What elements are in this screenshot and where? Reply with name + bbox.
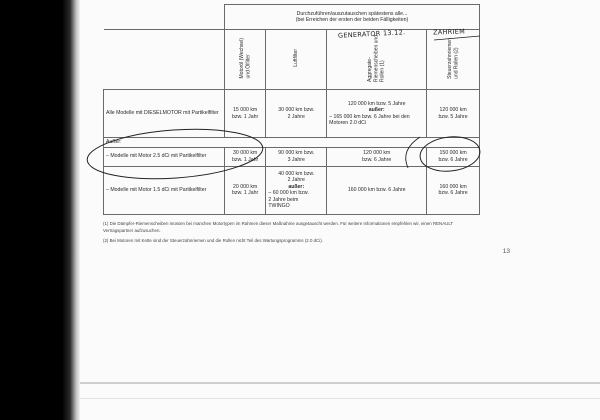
row-label-all-models: Alle Modelle mit DIESELMOTOR mit Partikelfilter [104,90,225,138]
column-header-timing-text: Steuerzahnriemen und Rollen (2) [446,37,460,79]
column-header-oil-text: Motoröl (Wechsel) und Ölfilter [238,38,252,79]
cell-oil-all: 15 000 km bzw. 1 Jahr [224,90,265,138]
footnote-1: (1) Die Dämpfer-Riemenscheiben müssen bei manchen Motortypen im Rahmen dieser Maßnahme ausgetauscht werden. Für weitere Informationen empfehlen wir, einen RENAULT Vertragspartner aufzusuchen. [103,221,454,233]
cell-pulleys-25: 120 000 km bzw. 6 Jahre [327,147,427,166]
dash-bullet: – [106,153,109,160]
row-label-motor-15 [104,166,225,214]
header-blank-cell [104,5,225,30]
table-header-group-row [104,5,480,30]
cell-pulleys-15: 160 000 km bzw. 6 Jahre [327,166,427,214]
footnote-2: (2) Bei Motoren mit Kette sind der Steuerzahnriemen und die Rollen nicht Teil des Wartungsprogramms (2.0 dCi). [103,238,323,244]
page-edge-line-lower [80,398,600,399]
column-header-timing [427,30,480,90]
cell-air-all: 30 000 km bzw. 2 Jahre [266,90,327,138]
cell-pulleys-all-except-label: außer: [368,107,385,113]
scan-dark-edge [0,0,80,420]
handwriting-timing-note: ZAHRIEM [432,27,466,37]
footnotes [103,221,483,249]
dash-bullet: – [106,186,109,193]
cell-air-15-except-text: 60 000 km bzw. 2 Jahre beim TWINGO [268,190,309,209]
table-header-columns-row [104,30,480,90]
cell-oil-15: 20 000 km bzw. 1 Jahr [224,166,265,214]
table-row-motor-15 [104,166,480,214]
row-label-motor-25 [104,147,225,166]
cell-air-25: 90 000 km bzw. 3 Jahre [266,147,327,166]
table-row-all-models [104,90,480,138]
cell-pulleys-all-except-item [329,114,424,127]
motor-25-label-text: Modelle mit Motor 2.5 dCi mit Partikelfilter [110,153,207,160]
cell-oil-25: 30 000 km bzw. 1 Jahr [224,147,265,166]
column-header-oil [224,30,265,90]
column-header-air-text: Luftfilter [293,49,300,68]
table-row-motor-25 [104,147,480,166]
page-number: 13 [502,248,510,255]
motor-25-label-item [106,153,222,160]
cell-timing-15: 160 000 km bzw. 6 Jahre [427,166,480,214]
cell-pulleys-all-main: 120 000 km bzw. 5 Jahre [347,100,406,107]
handwriting-generator: GENERATOR 13.12. [337,28,406,40]
cell-pulleys-all-except-text: 165 000 km bzw. 6 Jahre bei den Motoren 2.0 dCi [329,113,410,126]
page-edge-line [80,382,600,384]
motor-15-label-text: Modelle mit Motor 1.5 dCi mit Partikelfilter [110,186,207,193]
cell-timing-25: 150 000 km bzw. 6 Jahre [427,147,480,166]
header-blank-cell-2 [104,30,225,90]
cell-air-15-except-item [268,190,324,210]
dash-bullet: – [268,190,272,196]
header-group-cell: Durchzuführen/auszutauschen spätestens alle... (bei Erreichen der ersten der beiden Fälligkeiten) [224,5,479,30]
column-header-air [266,30,327,90]
table-row-ausser [104,138,480,148]
cell-air-15-except-label: außer: [288,183,305,190]
cell-timing-all: 120 000 km bzw. 5 Jahre [427,90,480,138]
cell-air-15-main: 40 000 km bzw. 2 Jahre [278,170,315,183]
dash-bullet: – [329,113,333,120]
cell-pulleys-all [327,90,427,138]
row-label-ausser: Außer: [104,138,480,148]
cell-air-15 [266,166,327,214]
maintenance-table [103,4,480,215]
column-header-pulleys-text: Aggregate- Riemenscheiben und Rollen (1) [367,34,386,82]
motor-15-label-item [106,187,222,194]
